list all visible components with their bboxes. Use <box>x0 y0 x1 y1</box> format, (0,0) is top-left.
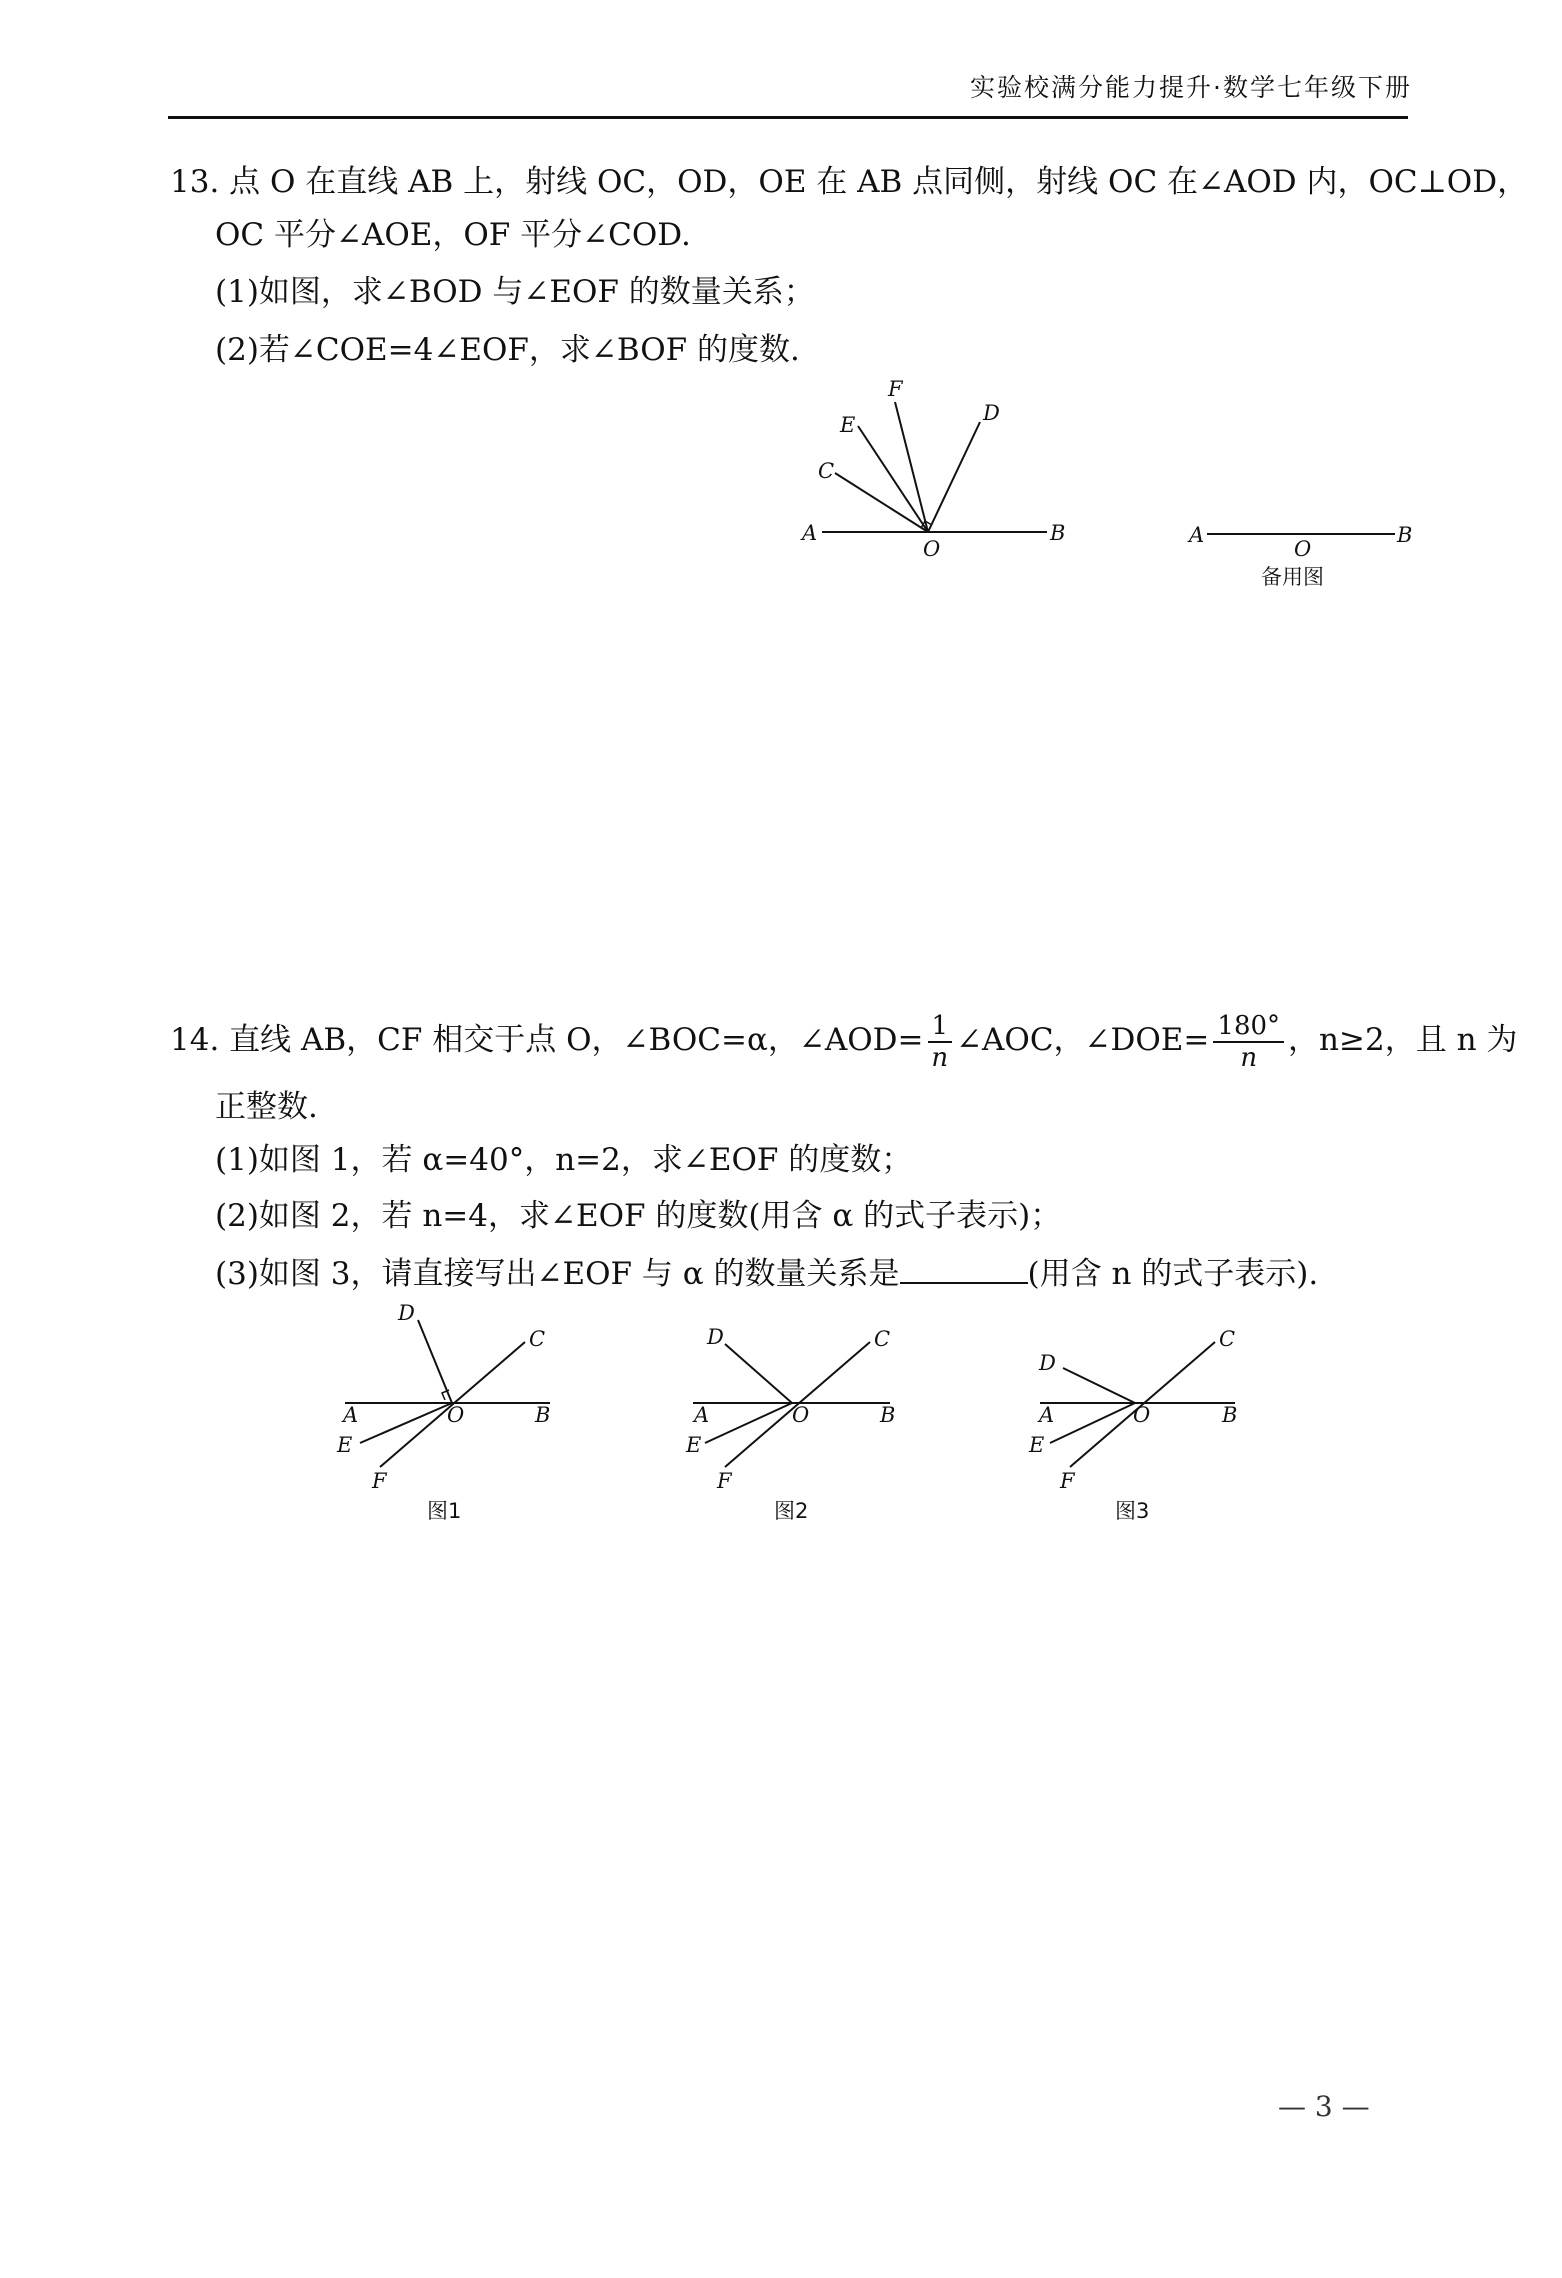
label-c: C <box>529 1327 546 1351</box>
q14-figure-2 <box>680 1300 920 1530</box>
label-a: A <box>694 1403 710 1427</box>
label-e: E <box>840 413 856 437</box>
header-title: 实验校满分能力提升·数学七年级下册 <box>970 73 1412 102</box>
label-f: F <box>1060 1469 1075 1493</box>
ray-oe <box>858 426 928 532</box>
ray-od <box>1063 1368 1135 1403</box>
label-d: D <box>983 401 1000 425</box>
label-f: F <box>717 1469 732 1493</box>
label-a: A <box>1039 1403 1055 1427</box>
q14-figure-3 <box>1025 1300 1265 1530</box>
answer-blank <box>900 1252 1028 1284</box>
label-o: O <box>1133 1403 1151 1427</box>
label-b: B <box>1397 523 1413 547</box>
q14-part3-text-b: (用含 n 的式子表示). <box>1027 1256 1319 1292</box>
spare-figure-caption: 备用图 <box>1261 565 1324 589</box>
label-b: B <box>1222 1403 1238 1427</box>
q14-part3-text-a: (3)如图 3，请直接写出∠EOF 与 α 的数量关系是 <box>215 1256 900 1292</box>
q14-part3 <box>215 1252 1318 1294</box>
figure-2-caption: 图2 <box>774 1499 809 1523</box>
figure-3-caption: 图3 <box>1115 1499 1150 1523</box>
label-a: A <box>802 521 818 545</box>
label-d: D <box>1039 1351 1056 1375</box>
fraction-one-over-n: $\frac{1}{n}$ <box>928 1011 953 1073</box>
ray-od <box>725 1344 792 1403</box>
q13-figure <box>800 377 1090 590</box>
label-b: B <box>880 1403 896 1427</box>
label-a: A <box>343 1403 359 1427</box>
label-c: C <box>1219 1327 1236 1351</box>
label-a: A <box>1189 523 1205 547</box>
label-d: D <box>398 1301 415 1325</box>
ray-of <box>895 402 928 532</box>
ray-oe <box>705 1403 792 1443</box>
fraction-180-over-n: $\frac{180^\circ}{n}$ <box>1213 1011 1284 1073</box>
q14-part1: (1)如图 1，若 α=40°，n=2，求∠EOF 的度数； <box>215 1142 913 1178</box>
label-c: C <box>874 1327 891 1351</box>
q14-line2: 正整数. <box>215 1089 318 1125</box>
q14-line1-part-b: ∠AOC，∠DOE= <box>956 1022 1210 1058</box>
q13-line1: 13. 点 O 在直线 AB 上，射线 OC，OD，OE 在 AB 点同侧，射线 OC 在∠AOD 内，OC⊥OD， <box>170 164 1529 200</box>
label-o: O <box>1294 537 1312 561</box>
label-e: E <box>1029 1433 1045 1457</box>
q14-line1-part-a: 14. 直线 AB，CF 相交于点 O，∠BOC=α，∠AOD= <box>170 1022 924 1058</box>
label-b: B <box>535 1403 551 1427</box>
q14-figure-1 <box>335 1300 575 1530</box>
header-divider <box>168 116 1408 119</box>
q13-part1: (1)如图，求∠BOD 与∠EOF 的数量关系； <box>215 274 815 310</box>
q14-line1 <box>170 1005 1517 1075</box>
q13-spare-figure <box>1185 512 1415 592</box>
label-e: E <box>686 1433 702 1457</box>
label-f: F <box>888 377 903 401</box>
label-c: C <box>818 459 835 483</box>
label-e: E <box>337 1433 353 1457</box>
figure-1-caption: 图1 <box>427 1499 462 1523</box>
ray-oe <box>360 1403 452 1443</box>
page-number: — 3 — <box>1278 2090 1370 2123</box>
ray-oc <box>835 473 928 532</box>
label-f: F <box>372 1469 387 1493</box>
label-d: D <box>707 1325 724 1349</box>
label-o: O <box>792 1403 810 1427</box>
q14-line1-part-c: ，n≥2，且 n 为 <box>1288 1022 1518 1058</box>
label-o: O <box>923 537 941 561</box>
q14-part2: (2)如图 2，若 n=4，求∠EOF 的度数(用含 α 的式子表示)； <box>215 1198 1062 1234</box>
q13-part2: (2)若∠COE=4∠EOF，求∠BOF 的度数. <box>215 332 800 368</box>
label-o: O <box>447 1403 465 1427</box>
label-b: B <box>1050 521 1066 545</box>
q13-line2: OC 平分∠AOE，OF 平分∠COD. <box>215 217 691 253</box>
ray-od <box>928 422 980 532</box>
